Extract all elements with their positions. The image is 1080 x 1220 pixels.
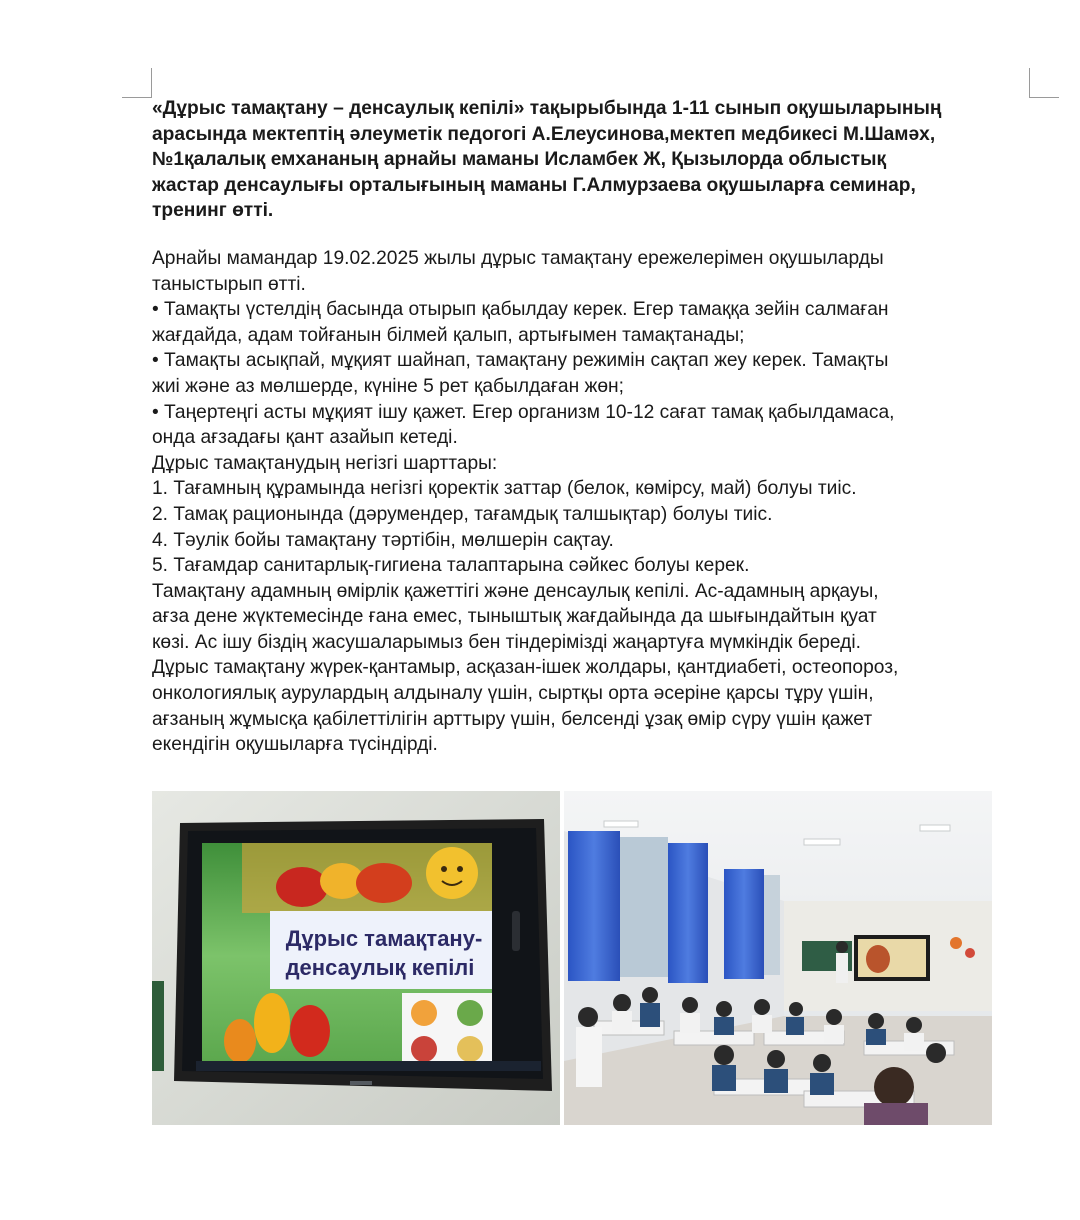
photo-collage [152, 791, 992, 1125]
curtain [668, 843, 708, 983]
document-page [152, 96, 1032, 758]
body-line: онкологиялық аурулардың алдыналу үшін, сыртқы орта әсеріне қарсы тұру үшін, [152, 683, 874, 705]
red-pepper [290, 1005, 330, 1057]
sun-character [426, 847, 478, 899]
body-line: • Тамақты үстелдің басында отырып қабылдау керек. Егер тамаққа зейін салмаған [152, 299, 889, 321]
body-line: 4. Тәулік бойы тамақтану тәртібін, мөлшерін сақтау. [152, 529, 614, 551]
photo-classroom [564, 791, 992, 1125]
ceiling-light [920, 825, 950, 831]
ceiling-light [804, 839, 840, 845]
body-line: • Тамақты асықпай, мұқият шайнап, тамақтану режимін сақтап жеу керек. Тамақты [152, 350, 889, 372]
body-line: ағза дене жүктемесінде ғана емес, тыныштық жағдайында да шығындайтын қуат [152, 606, 877, 628]
food-plate [457, 1000, 483, 1026]
body-line: көзі. Ас ішу біздің жасушаларымыз бен тіндерімізді жаңартуға мүмкіндік береді. [152, 631, 861, 653]
slide-title-line2: денсаулық кепілі [285, 955, 475, 980]
body-line: 1. Тағамның құрамында негізгі қоректік заттар (белок, көмірсу, май) болуы тиіс. [152, 478, 857, 500]
crop-mark-left-vertical [151, 68, 152, 98]
curtain [568, 831, 620, 981]
crop-mark-right-horizontal [1029, 97, 1059, 98]
body-line: екендігін оқушыларға түсіндірді. [152, 734, 438, 756]
body-line: Тамақтану адамның өмірлік қажеттігі және денсаулық кепілі. Ас-адамның арқауы, [152, 580, 879, 602]
body-line: Арнайы мамандар 19.02.2025 жылы дұрыс тамақтану ережелерімен оқушыларды [152, 247, 884, 269]
yellow-pepper [254, 993, 290, 1053]
crop-mark-right-vertical [1029, 68, 1030, 98]
curtain [724, 869, 764, 979]
food-plate [411, 1000, 437, 1026]
slide-title-line1: Дұрыс тамақтану- [285, 926, 483, 951]
food-plate [411, 1036, 437, 1062]
body-line: 2. Тамақ рационында (дәрумендер, тағамдық талшықтар) болуы тиіс. [152, 503, 773, 525]
body-line: • Таңертеңгі асты мұқият ішу қажет. Егер организм 10-12 сағат тамақ қабылдамаса, [152, 401, 895, 423]
ceiling-light [604, 821, 638, 827]
body-line: ағзаның жұмысқа қабілеттілігін арттыру үшін, белсенді ұзақ өмір сүру үшін қажет [152, 708, 873, 730]
crop-mark-left-horizontal [122, 97, 152, 98]
body-line: таныстырып өтті. [152, 273, 306, 295]
food-plate [457, 1036, 483, 1062]
smartboard-illustration [152, 791, 560, 1125]
body-line: онда ағзадағы қант азайып кетеді. [152, 427, 458, 449]
photo-smartboard [152, 791, 560, 1125]
body-line: Дұрыс тамақтану жүрек-қантамыр, асқазан-ішек жолдары, қантдиабеті, остеопороз, [152, 657, 899, 679]
document-title: «Дұрыс тамақтану – денсаулық кепілі» тақырыбында 1-11 сынып оқушыларының арасында мектептің әлеуметік педогогі А.Елеусинова,мектеп медбикесі М.Шамәх, №1қалалық емхананың арнайы маманы Исламбек Ж, Қызылорда облыстық жастар денсаулығы орталығының маманы Г.Алмурзаева оқушыларға семинар, тренинг өтті. [152, 98, 942, 222]
body-line: жағдайда, адам тойғанын білмей қалып, артығымен тамақтанады; [152, 324, 745, 346]
body-line: жиі және аз мөлшерде, күніне 5 рет қабылдаған жөн; [152, 375, 624, 397]
classroom-illustration [564, 791, 992, 1125]
body-line: Дұрыс тамақтанудың негізгі шарттары: [152, 452, 498, 474]
body-line: 5. Тағамдар санитарлық-гигиена талаптарына сәйкес болуы керек. [152, 555, 750, 577]
document-body [152, 246, 1032, 758]
